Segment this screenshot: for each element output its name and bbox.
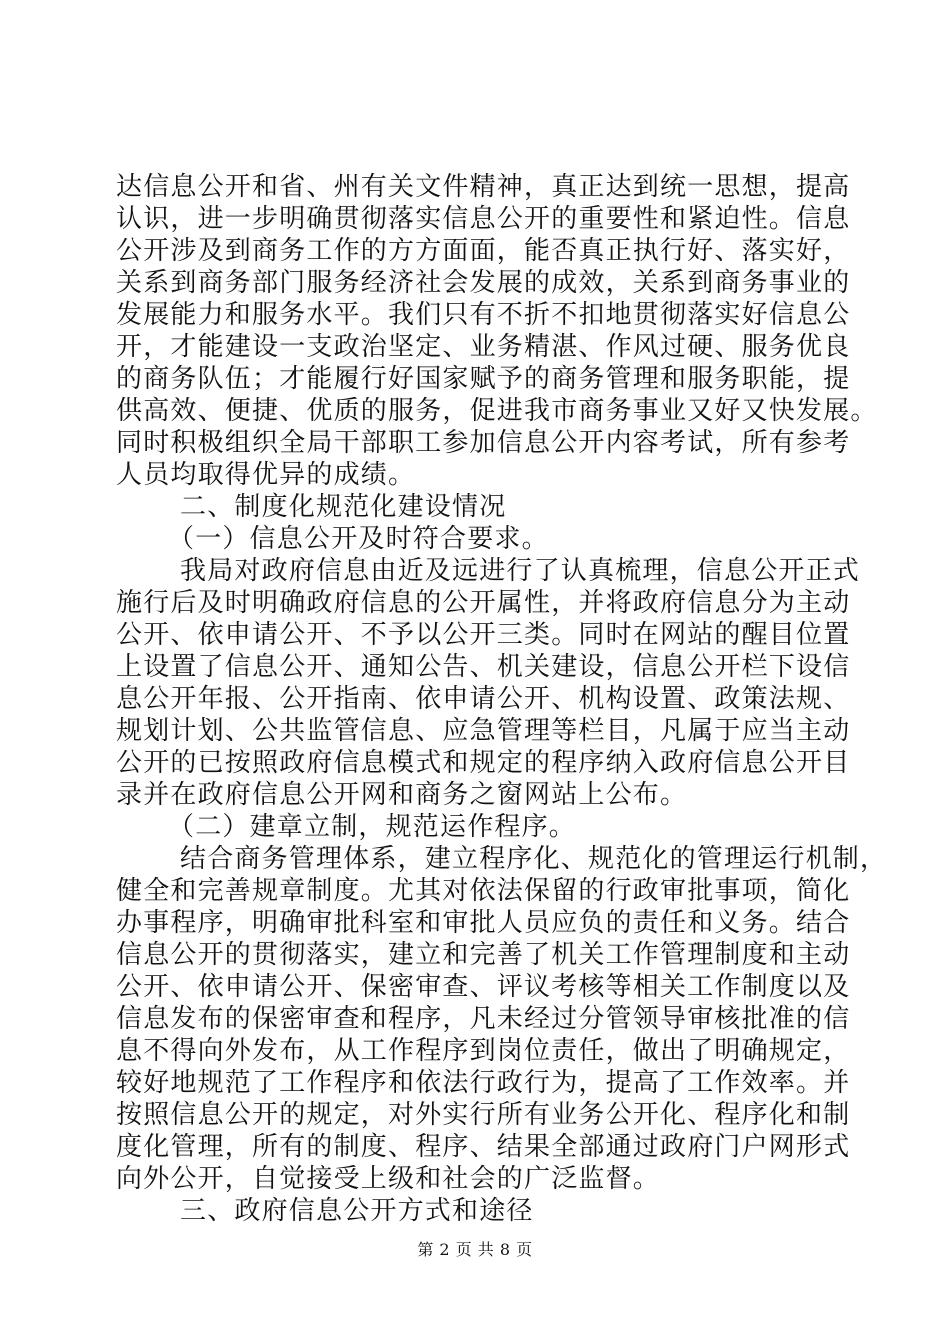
text-line: 健全和完善规章制度。尤其对依法保留的行政审批事项，简化 <box>116 876 851 906</box>
paragraph-first-line: 结合商务管理体系，建立程序化、规范化的管理运行机制， <box>180 844 888 874</box>
text-line: 认识，进一步明确贯彻落实信息公开的重要性和紧迫性。信息 <box>116 204 851 234</box>
paragraph-first-line: 我局对政府信息由近及远进行了认真梳理，信息公开正式 <box>180 556 861 586</box>
text-line: 办事程序，明确审批科室和审批人员应负的责任和义务。结合 <box>116 908 851 938</box>
text-line: 公开、依申请公开、保密审查、评议考核等相关工作制度以及 <box>116 972 851 1002</box>
text-line: 达信息公开和省、州有关文件精神，真正达到统一思想，提高 <box>116 172 851 202</box>
text-line: 规划计划、公共监管信息、应急管理等栏目，凡属于应当主动 <box>116 716 851 746</box>
text-line: 较好地规范了工作程序和依法行政行为，提高了工作效率。并 <box>116 1068 851 1098</box>
text-line: 人员均取得优异的成绩。 <box>116 460 416 490</box>
text-line: 息公开年报、公开指南、依申请公开、机构设置、政策法规、 <box>116 684 851 714</box>
text-line: 的商务队伍；才能履行好国家赋予的商务管理和服务职能，提 <box>116 364 851 394</box>
text-line: 供高效、便捷、优质的服务，促进我市商务事业又好又快发展。 <box>116 396 878 426</box>
page-number-footer: 第 2 页 共 8 页 <box>417 1240 533 1259</box>
text-line: 度化管理，所有的制度、程序、结果全部通过政府门户网形式 <box>116 1132 851 1162</box>
text-line: 关系到商务部门服务经济社会发展的成效，关系到商务事业的 <box>116 268 851 298</box>
subsection-heading: （一）信息公开及时符合要求。 <box>168 524 549 554</box>
text-line: 发展能力和服务水平。我们只有不折不扣地贯彻落实好信息公 <box>116 300 851 330</box>
text-line: 开，才能建设一支政治坚定、业务精湛、作风过硬、服务优良 <box>116 332 851 362</box>
text-line: 信息发布的保密审查和程序，凡未经过分管领导审核批准的信 <box>116 1004 851 1034</box>
text-line: 录并在政府信息公开网和商务之窗网站上公布。 <box>116 780 688 810</box>
text-line: 公开涉及到商务工作的方方面面，能否真正执行好、落实好， <box>116 236 851 266</box>
text-line: 信息公开的贯彻落实，建立和完善了机关工作管理制度和主动 <box>116 940 851 970</box>
text-line: 息不得向外发布，从工作程序到岗位责任，做出了明确规定， <box>116 1036 851 1066</box>
section-heading: 二、制度化规范化建设情况 <box>180 492 507 522</box>
text-line: 按照信息公开的规定，对外实行所有业务公开化、程序化和制 <box>116 1100 851 1130</box>
text-line: 公开的已按照政府信息模式和规定的程序纳入政府信息公开目 <box>116 748 851 778</box>
subsection-heading: （二）建章立制，规范运作程序。 <box>168 812 577 842</box>
text-line: 向外公开，自觉接受上级和社会的广泛监督。 <box>116 1164 661 1194</box>
text-line: 上设置了信息公开、通知公告、机关建设，信息公开栏下设信 <box>116 652 851 682</box>
text-line: 施行后及时明确政府信息的公开属性，并将政府信息分为主动 <box>116 588 851 618</box>
text-line: 公开、依申请公开、不予以公开三类。同时在网站的醒目位置 <box>116 620 851 650</box>
section-heading: 三、政府信息公开方式和途径 <box>180 1196 534 1226</box>
text-line: 同时积极组织全局干部职工参加信息公开内容考试，所有参考 <box>116 428 851 458</box>
